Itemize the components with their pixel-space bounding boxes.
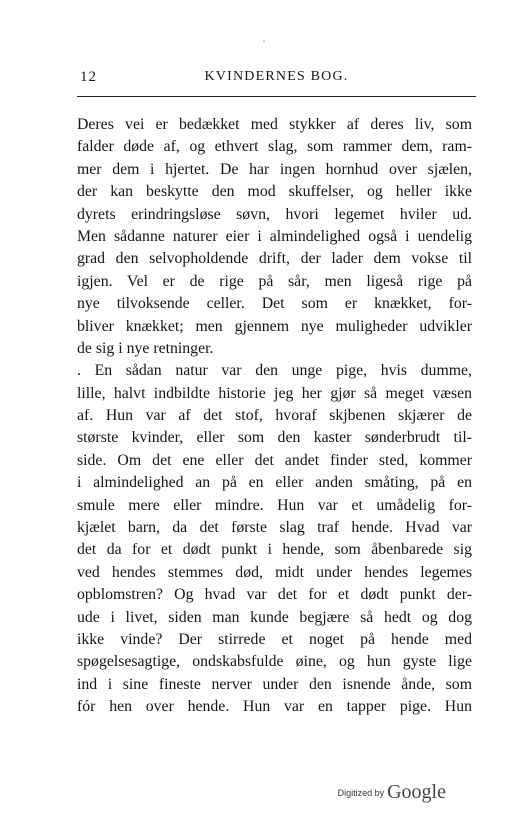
text-line: smule mere eller mindre. Hun var et umådelig for- — [77, 496, 472, 514]
text-line: opblomstren? Og hvad var det for et dødt punkt der- — [77, 586, 472, 604]
digitized-by-google-watermark — [338, 781, 446, 804]
text-line: side. Om det ene eller det andet finder sted, kommer — [77, 451, 472, 469]
text-line: lille, halvt indbildte historie jeg her gjør så meget væsen — [77, 384, 472, 402]
text-line: ind i sine fineste nerver under den isnende ånde, som — [77, 675, 472, 693]
digitized-label: Digitized by — [337, 788, 385, 798]
body-text — [77, 114, 472, 719]
text-line: ikke vinde? Der stirrede et noget på hende med — [77, 630, 472, 648]
text-line: Deres vei er bedækket med stykker af deres liv, som — [77, 116, 472, 133]
text-line: fór hen over hende. Hun var en tapper pige. Hun — [77, 698, 472, 716]
text-line: af. Hun var af det stof, hvoraf skjbenen skjærer de — [77, 407, 472, 425]
text-line: det da for et dødt punkt i hende, som åbenbarede sig — [77, 541, 472, 559]
paper-speck — [263, 40, 265, 42]
text-line: største kvinder, eller som den kaster sønderbrudt til- — [77, 429, 472, 447]
text-line: dyrets erindringsløse søvn, hvori legemet hviler ud. — [77, 205, 472, 223]
text-line: ude i livet, siden man kunde begjære så hedt og dog — [77, 608, 472, 626]
text-line: Men sådanne naturer eier i almindelighed også i uendelig — [77, 227, 472, 245]
text-line: falder døde af, og ethvert slag, som rammer dem, ram- — [77, 138, 472, 156]
text-line: mer dem i hjertet. De har ingen hornhud over sjælen, — [77, 160, 472, 178]
text-line: igjen. Vel er de rige på sår, men ligeså rige på — [77, 272, 472, 290]
text-line: kjælet barn, da det første slag traf hende. Hvad var — [77, 519, 472, 537]
text-line-paragraph-end: de sig i nye retninger. — [77, 339, 214, 357]
page-header — [77, 66, 476, 97]
text-line: spøgelsesagtige, ondskabsfulde øine, og hun gyste lige — [77, 653, 472, 671]
text-line: i almindelighed an på en eller anden småting, på en — [77, 474, 472, 492]
text-line: der kan beskytte den mod skuffelser, og heller ikke — [77, 183, 472, 201]
google-logo: Google — [387, 781, 446, 803]
page-number: 12 — [80, 69, 97, 85]
text-line-paragraph-start: . En sådan natur var den unge pige, hvis dumme, — [77, 362, 472, 380]
running-head: KVINDERNES BOG. — [204, 69, 349, 84]
text-line: grad den selvopholdende drift, der lader dem vokse til — [77, 250, 472, 268]
text-line: bliver knækket; men gjennem nye muligheder udvikler — [77, 317, 472, 335]
text-line: nye tilvoksende celler. Det som er knækket, for- — [77, 295, 472, 313]
text-line: ved hendes stemmes død, midt under hendes legemes — [77, 563, 472, 581]
